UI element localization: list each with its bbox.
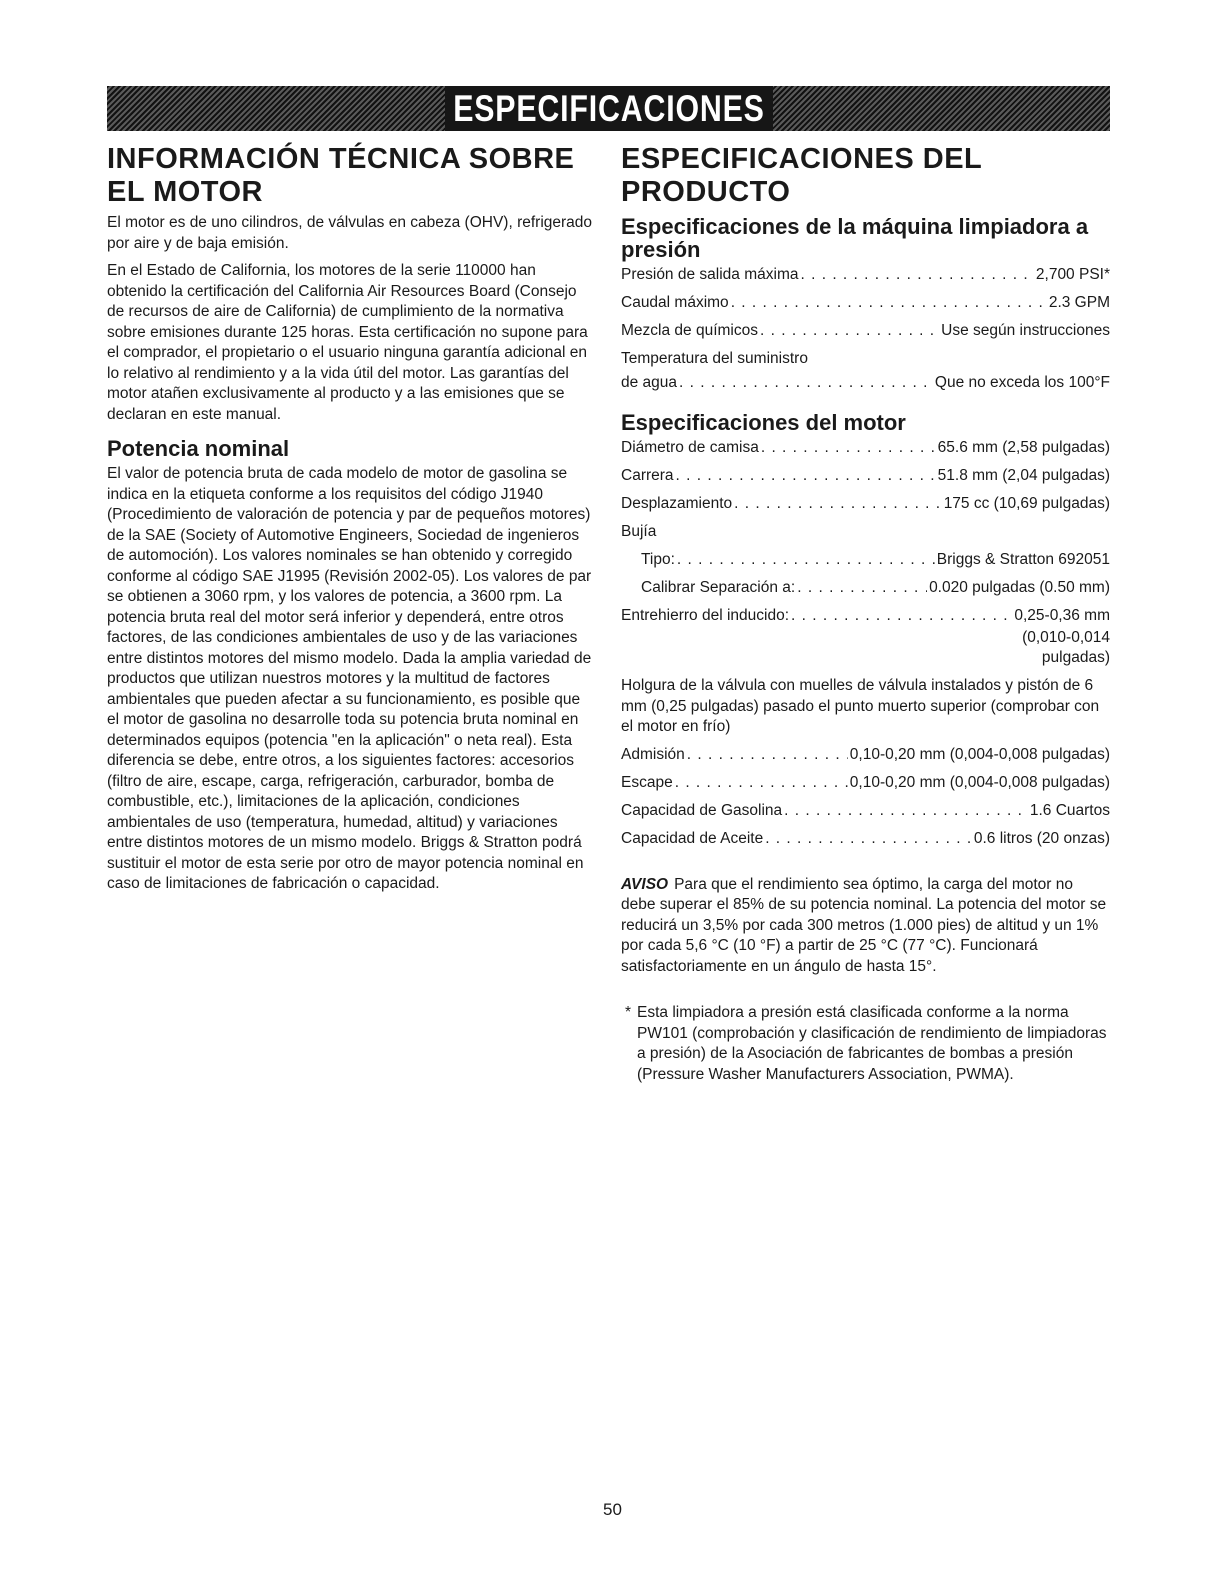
spec-row [621, 773, 1110, 793]
leader-dots [760, 321, 939, 341]
notice-label: AVISO [621, 875, 669, 893]
leader-dots [784, 801, 1028, 821]
spec-row [621, 373, 1110, 393]
spec-label: Presión de salida máxima [621, 266, 799, 283]
engine-info-heading: INFORMACIÓN TÉCNICA SOBRE EL MOTOR [107, 143, 575, 208]
leader-dots [765, 829, 972, 849]
leader-dots [791, 606, 1012, 626]
spec-value: Briggs & Stratton 692051 [936, 551, 1110, 568]
spec-row [621, 321, 1110, 341]
notice-text: Para que el rendimiento sea óptimo, la carga del motor no debe superar el 85% de su potencia nominal. La potencia del motor se reducirá un 3,5% por cada 300 metros (1.000 pies) de altitud y un 1% por cada 5,6 °C (10 °F) a partir de 25 °C (77 °C). Funcionará satisfactoriamente en un ángulo de hasta 15°. [621, 875, 1107, 975]
spec-row [621, 606, 1110, 626]
spec-row [621, 438, 1110, 458]
spec-row [621, 578, 1110, 598]
leader-dots [687, 745, 848, 765]
spec-value: 2.3 GPM [1048, 294, 1110, 311]
page-number: 50 [603, 1500, 622, 1519]
spec-label: Mezcla de químicos [621, 322, 758, 339]
spec-label: Capacidad de Gasolina [621, 801, 783, 819]
banner-title: ESPECIFICACIONES [445, 86, 773, 131]
leader-dots [734, 494, 942, 514]
spec-value: 51.8 mm (2,04 pulgadas) [937, 467, 1110, 484]
spec-label: Caudal máximo [621, 294, 729, 311]
spec-label: Capacidad de Aceite [621, 829, 764, 847]
spec-label: Calibrar Separación a: [641, 579, 796, 596]
rated-power-heading: Potencia nominal [107, 436, 290, 461]
leader-dots [679, 373, 933, 393]
spec-label: Escape [621, 773, 673, 791]
footnote-text: Esta limpiadora a presión está clasificada conforme a la norma PW101 (comprobación y clasificación de rendimiento de limpiadoras a presión) de la Asociación de fabricantes de bombas a presión (Pressure Washer Manufacturers Association, PWMA). [637, 1004, 1107, 1083]
spec-value: 175 cc (10,69 pulgadas) [943, 495, 1110, 512]
leader-dots [731, 293, 1047, 313]
footnote [621, 1003, 1110, 1085]
product-specs-heading: ESPECIFICACIONES DEL PRODUCTO [621, 143, 982, 208]
spec-value: 0.6 litros (20 onzas) [973, 829, 1110, 847]
leader-dots [677, 550, 935, 570]
rated-power-text: El valor de potencia bruta de cada modelo de motor de gasolina se indica en la etiqueta conforme a los requisitos del código J1940 (Procedimiento de valoración de potencia y par de pequeños motores) de la SAE (Society of Automotive Engineers, Sociedad de ingenieros de automoción). Los valores nominales se han obtenido y corregido conforme al código SAE J1995 (Revisión 2002-05). Los valores de par se obtienen a 3060 rpm, y los valores de potencia, a 3600 rpm. La potencia bruta real del motor será inferior y dependerá, entre otros factores, de las condiciones ambientales de uso y de las variaciones entre distintos motores del mismo modelo. Dada la amplia variedad de productos que utilizan nuestros motores y la multitud de factores ambientales que pueden afectar a su funcionamiento, es posible que el motor de gasolina no desarrolle toda su potencia bruta nominal en determinados equipos (potencia "en la aplicación" o neta real). Esta diferencia se debe, entre otros, a los siguientes factores: accesorios (filtro de aire, escape, carga, refrigeración, carburador, bomba de combustible, etc.), limitaciones de la aplicación, condiciones ambientales de uso (temperatura, humedad, altitud) y variaciones entre distintos motores de un mismo modelo. Briggs & Stratton podrá sustituir el motor de esta serie por otro de mayor potencia nominal en caso de limitaciones de fabricación o capacidad. [107, 465, 592, 892]
spec-value: Que no exceda los 100°F [934, 374, 1110, 391]
footnote-asterisk: * [625, 1004, 632, 1021]
leader-dots [797, 578, 927, 598]
spec-value: 65.6 mm (2,58 pulgadas) [937, 439, 1110, 456]
spec-value: 0,10-0,20 mm (0,004-0,008 pulgadas) [849, 745, 1110, 763]
spec-label: Carrera [621, 467, 674, 484]
armature-gap-inches-line2: pulgadas) [1041, 649, 1110, 666]
spec-row [621, 745, 1110, 765]
spec-row [621, 265, 1110, 285]
leader-dots [676, 466, 936, 486]
spec-label: Tipo: [641, 551, 675, 568]
spec-value: 1.6 Cuartos [1029, 801, 1110, 819]
engine-specs-heading: Especificaciones del motor [621, 410, 906, 435]
spec-row [621, 466, 1110, 486]
water-temp-label-line: Temperatura del suministro [621, 350, 808, 367]
spec-row [621, 293, 1110, 313]
notice-paragraph [621, 875, 1110, 978]
california-certification-text: En el Estado de California, los motores de la serie 110000 han obtenido la certificación del California Air Resources Board (Consejo de recursos de aire de California) de cumplimiento de la normativa sobre emisiones durante 125 horas. Esta certificación no supone para el comprador, el propietario o el usuario ninguna garantía adicional en lo relativo al rendimiento y a la vida útil del motor. Las garantías del motor atañen exclusivamente al producto y a las emisiones que se declaran en este manual. [107, 262, 588, 423]
spec-label: Diámetro de camisa [621, 439, 759, 456]
engine-info-column [107, 143, 595, 902]
spec-row [621, 801, 1110, 821]
armature-gap-inches [621, 628, 1110, 668]
product-specs-column [621, 143, 1110, 1085]
leader-dots [761, 438, 936, 458]
spec-value: 0.020 pulgadas (0.50 mm) [929, 579, 1110, 596]
armature-gap-inches-line1: (0,010-0,014 [1022, 629, 1110, 646]
leader-dots [675, 773, 848, 793]
spec-row [621, 829, 1110, 849]
spec-label: Entrehierro del inducido: [621, 607, 790, 624]
section-banner [107, 86, 1110, 131]
spec-value: 0,25-0,36 mm [1014, 607, 1110, 624]
spark-plug-label: Bujía [621, 523, 657, 540]
leader-dots [800, 265, 1033, 285]
spec-value: 0,10-0,20 mm (0,004-0,008 pulgadas) [849, 773, 1110, 791]
engine-description: El motor es de uno cilindros, de válvulas en cabeza (OHV), refrigerado por aire y de baja emisión. [107, 214, 593, 252]
spec-label: de agua [621, 374, 678, 391]
spec-row [621, 494, 1110, 514]
pressure-washer-specs-heading: Especificaciones de la máquina limpiadora a presión [621, 214, 1089, 262]
spec-value: Use según instrucciones [941, 322, 1110, 339]
valve-clearance-text: Holgura de la válvula con muelles de válvula instalados y pistón de 6 mm (0,25 pulgadas) pasado el punto muerto superior (comprobar con el motor en frío) [621, 677, 1100, 735]
spec-label: Admisión [621, 745, 685, 763]
spec-label: Desplazamiento [621, 495, 733, 512]
spec-row [621, 550, 1110, 570]
spec-value: 2,700 PSI* [1035, 266, 1110, 283]
